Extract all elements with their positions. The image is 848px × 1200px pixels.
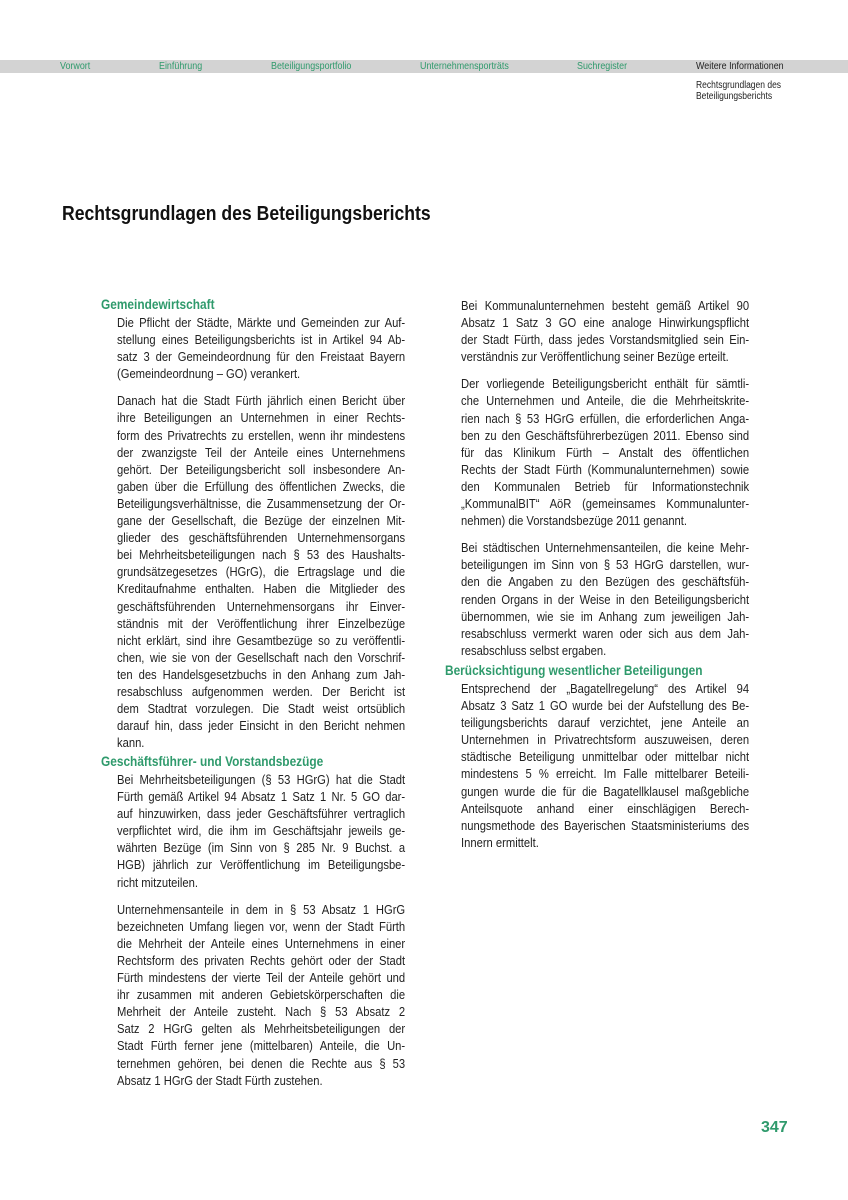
text-line: Innern ermittelt.	[461, 834, 539, 850]
text-line: (Gemeindeordnung – GO) verankert.	[117, 366, 301, 382]
text-line: Satz 2 HGrG gelten als Mehrheitsbeteiligungen der	[117, 1021, 406, 1037]
text-line: Entsprechend der „Bagatellregelung“ des Artikel 94	[461, 681, 750, 696]
text-line: ben zu den Geschäftsführerbezügen 2011. Ebenso sind	[461, 427, 750, 443]
text-line: renden Organs in der Weise in den Beteiligungsbericht	[461, 591, 750, 607]
text-line: den die Angaben zu den Bezügen des geschäftsfüh-	[461, 574, 750, 590]
paragraph	[117, 771, 405, 891]
text-line: Bei städtischen Unternehmensanteilen, die keine Mehr-	[461, 540, 750, 556]
text-line: nehmen) die Vorstandsbezüge 2011 genannt.	[461, 513, 688, 529]
text-line: grundsätzegesetzes (HGrG), die Ertragslage und die	[117, 564, 406, 580]
text-line: dem Stadtrat vorzulegen. Die Stadt weist ortsüblich	[117, 701, 406, 717]
text-line: teiligungsberichts darauf verzichtet, jene Anteile an	[461, 715, 750, 731]
text-line: Fürth mindestens der vierte Teil der Anteile gehört und	[117, 970, 406, 986]
section-heading: Berücksichtigung wesentlicher Beteiligungen	[445, 663, 703, 678]
text-line: städtische Beteiligung unmittelbar oder mittelbar nicht	[461, 749, 750, 765]
nav-vorwort[interactable]: Vorwort	[60, 60, 91, 72]
text-line: kann.	[117, 735, 145, 751]
text-line: bei Mehrheitsbeteiligungen nach § 53 des Haushalts-	[117, 547, 406, 563]
text-line: gaben über die Erfüllung des öffentlichen Zwecks, die	[117, 478, 406, 494]
text-line: HGB) jährlich zur Veröffentlichung im Beteiligungsbe-	[117, 857, 406, 873]
nav-beteiligungsportfolio[interactable]: Beteiligungsportfolio	[271, 60, 352, 72]
text-line: chen, wie sie von der Gesellschaft nach den Vorschrif-	[117, 649, 406, 665]
text-line: auf hinzuwirken, dass jeder Geschäftsführer vertraglich	[117, 806, 406, 822]
text-line: gehört. Der Beteiligungsbericht soll insbesondere An-	[117, 461, 406, 477]
section-body-bezuege-continued	[461, 297, 749, 659]
text-line: resabschluss vermerkt waren oder sich aus dem Jah-	[461, 625, 750, 641]
text-line: den Kommunalen Betrieb für Informationstechnik	[461, 478, 750, 494]
text-line: verständnis zur Veröffentlichung seiner Bezüge erteilt.	[461, 349, 729, 365]
page-title: Rechtsgrundlagen des Beteiligungsberichts	[62, 203, 431, 225]
text-line: glieder des geschäftsführenden Unternehmensorgans	[117, 530, 406, 546]
text-line: die Mehrheit der Anteile eines Unternehmens in einer	[117, 935, 406, 951]
text-line: form des Privatrechts zu erstellen, wenn ihr mindestens	[117, 427, 406, 443]
nav-einfuehrung[interactable]: Einführung	[159, 60, 203, 72]
section-body-bezuege	[117, 771, 405, 1089]
text-line: Absatz 1 Satz 3 GO eine analoge Hinwirkungspflicht	[461, 315, 750, 331]
text-line: che Unternehmen und Anteile, die die Mehrheitskrite-	[461, 393, 750, 409]
nav-weitere-informationen[interactable]: Weitere Informationen	[696, 60, 784, 72]
text-line: ihre Beteiligungen an Unternehmen in einer Rechts-	[117, 410, 406, 426]
text-line: Kreditaufnahme enthalten. Haben die Mitglieder des	[117, 581, 406, 597]
text-line: Rechts der Stadt Fürth (Kommunalunternehmen) sowie	[461, 461, 750, 477]
text-line: der Stadt Fürth, dass jedes Vorstandsmitglied sein Ein-	[461, 332, 750, 348]
text-line: Fürth gemäß Artikel 94 Absatz 1 Satz 1 Nr. 5 GO dar-	[117, 789, 406, 805]
text-line: der zwanzigste Teil der Anteile eines Unternehmens	[117, 444, 406, 460]
text-line: beteiligungen im Sinn von § 53 HGrG darstellen, wur-	[461, 557, 750, 573]
text-line: ten des Handelsgesetzbuchs in den Anhang zum Jah-	[117, 666, 406, 682]
text-line: gane der Gesellschaft, die Bezüge der einzelnen Mit-	[117, 513, 406, 529]
paragraph	[461, 375, 749, 529]
text-line: Absatz 3 Satz 1 GO wurde bei der Aufstellung des Be-	[461, 698, 750, 714]
text-line: währten Bezüge (im Sinn von § 285 Nr. 9 Buchst. a	[117, 840, 406, 856]
text-line: Rechtsform des privaten Rechts gehört oder der Stadt	[117, 952, 406, 968]
section-body-beteiligungen	[461, 680, 749, 851]
text-line: nungsmethode des Bayerischen Staatsministeriums des	[461, 817, 750, 833]
text-line: übernommen, wie sie im Anhang zum jeweiligen Jah-	[461, 608, 750, 624]
text-line: Bei Mehrheitsbeteiligungen (§ 53 HGrG) hat die Stadt	[117, 772, 406, 787]
text-line: für das Klinikum Fürth – Anstalt des öffentlichen	[461, 444, 750, 460]
text-line: resabschluss selbst ergaben.	[461, 642, 607, 658]
text-line: stellung eines Beteiligungsberichts ist in Artikel 94 Ab-	[117, 332, 406, 348]
section-heading: Geschäftsführer- und Vorstandsbezüge	[101, 754, 324, 769]
paragraph	[117, 392, 405, 751]
text-line: „KommunalBIT“ AöR (gemeinsames Kommunalunter-	[461, 496, 750, 512]
subsection-line: Rechtsgrundlagen des	[696, 80, 782, 91]
text-line: Unternehmen in Privatrechtsform auszuweisen, deren	[461, 732, 750, 748]
text-line: Mehrheit der Anteile zusteht. Nach § 53 Absatz 2	[117, 1004, 406, 1020]
text-line: rien nach § 53 HGrG erfüllen, die erforderlichen Anga-	[461, 410, 750, 426]
section-heading: Gemeindewirtschaft	[101, 297, 215, 312]
text-line: satz 3 der Gemeindeordnung für den Freistaat Bayern	[117, 349, 406, 365]
text-line: Beteiligungsverhältnisse, die Zusammensetzung der Or-	[117, 495, 406, 511]
nav-suchregister[interactable]: Suchregister	[577, 60, 628, 72]
nav-unternehmensportraets[interactable]: Unternehmensporträts	[420, 60, 509, 72]
text-line: ihr zusammen mit anderen Gebietskörperschaften die	[117, 987, 406, 1003]
text-line: resabschluss aufgenommen werden. Der Bericht ist	[117, 683, 406, 699]
text-line: mindestens 5 % erreicht. Im Falle mittelbarer Beteili-	[461, 766, 750, 782]
paragraph	[461, 539, 749, 659]
text-line: ständnis mit der Veröffentlichung ihrer Einzelbezüge	[117, 615, 406, 631]
text-line: darauf hin, dass jeder Einsicht in den Bericht nehmen	[117, 718, 406, 734]
text-line: nicht erklärt, sind ihre Gesamtbezüge so zu veröffentli-	[117, 632, 406, 648]
text-line: Absatz 1 HGrG der Stadt Fürth zustehen.	[117, 1072, 323, 1088]
subsection-line: Beteiligungsberichts	[696, 91, 773, 102]
text-line: gungen wurde die für die Bagatellklausel maßgebliche	[461, 783, 750, 799]
text-line: Die Pflicht der Städte, Märkte und Gemeinden zur Auf-	[117, 315, 406, 330]
text-line: richt mitzuteilen.	[117, 874, 198, 890]
paragraph	[117, 314, 405, 382]
text-line: verpflichtet wird, die ihm im Geschäftsjahr jeweils ge-	[117, 823, 406, 839]
text-line: Der vorliegende Beteiligungsbericht enthält für sämtli-	[461, 376, 750, 392]
text-line: geschäftsführenden Unternehmensorgans ihr Einver-	[117, 598, 406, 614]
subsection-label	[696, 80, 781, 102]
section-body-gemeindewirtschaft	[117, 314, 405, 751]
paragraph	[461, 297, 749, 365]
page-number: 347	[761, 1119, 788, 1136]
text-line: Unternehmensanteile in dem in § 53 Absatz 1 HGrG	[117, 901, 406, 917]
text-line: Stadt Fürth ferner jene (mittelbaren) Anteile, die Un-	[117, 1038, 406, 1054]
paragraph	[117, 901, 405, 1089]
text-line: Bei Kommunalunternehmen besteht gemäß Artikel 90	[461, 298, 750, 313]
text-line: ternehmen gehören, bei denen die Rechte aus § 53	[117, 1055, 406, 1071]
text-line: Anteilsquote anhand einer einschlägigen Berech-	[461, 800, 750, 816]
text-line: bezeichneten Umfang liegen vor, wenn der Stadt Fürth	[117, 918, 406, 934]
text-line: Danach hat die Stadt Fürth jährlich einen Bericht über	[117, 393, 406, 409]
paragraph	[461, 680, 749, 851]
